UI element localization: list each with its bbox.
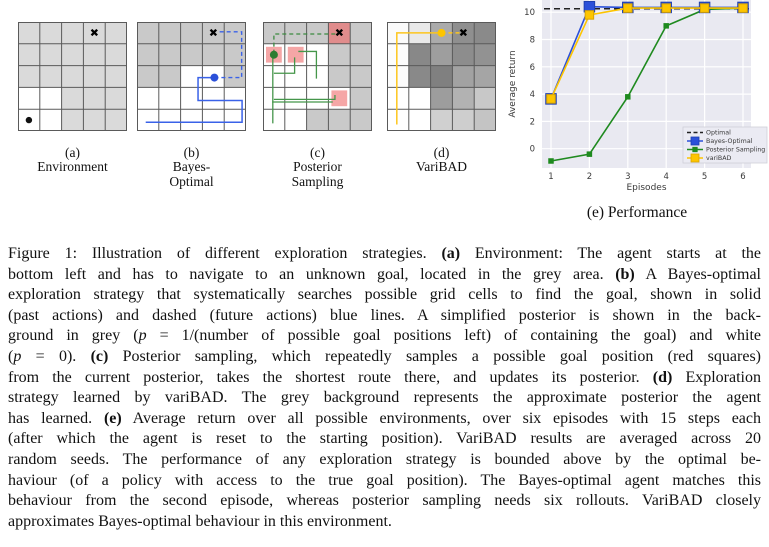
panel-tag: (d) <box>433 145 450 160</box>
grid-cells <box>263 22 372 131</box>
chart-panel-caption: (e) Performance <box>586 204 688 221</box>
caption-line: Figure 1: Illustration of different exploration strategies. (a) Environment: The agent starts at the <box>8 245 761 262</box>
performance-chart <box>505 0 769 198</box>
panel-d <box>387 0 496 175</box>
x-tick-label: 6 <box>740 172 746 182</box>
figure-caption <box>8 244 761 532</box>
caption-line: (p = 0). (c) Posterior sampling, which repeatedly samples a possible goal position (red squares) <box>8 347 761 365</box>
caption-line: exploration strategy that systematically searches possible grid cells to find the goal, shown in solid <box>8 286 761 304</box>
y-tick-label: 6 <box>529 62 535 73</box>
caption-line: (past actions) and dashed (future actions) blue lines. A simplified posterior is shown in the back- <box>8 306 761 324</box>
caption-line: approximates Bayes-optimal behaviour in this environment. <box>8 512 392 530</box>
sampled-goal-square <box>288 47 304 63</box>
panel-label-line: Bayes- <box>172 159 211 174</box>
panel-tag: (a) <box>65 145 80 160</box>
grid-c-svg <box>263 22 372 131</box>
x-axis-label: Episodes <box>626 183 667 193</box>
y-tick-label: 8 <box>529 35 535 46</box>
agent-dot <box>26 117 32 123</box>
x-tick-label: 4 <box>663 172 669 182</box>
sampled-goal-square <box>331 90 347 106</box>
x-tick-label: 1 <box>548 172 554 182</box>
panel-label-line: Posterior <box>293 159 342 174</box>
caption-line: strategy learned by variBAD. The grey background represents the approximate posterior the agent <box>8 389 761 407</box>
caption-line: random seeds. The performance of any exploration strategy is bounded above by the optimal be- <box>8 450 761 468</box>
panel-b <box>137 0 246 189</box>
panel-label-line: Environment <box>37 159 108 174</box>
goal-x-marker: ✖ <box>89 26 99 40</box>
grid-b-svg <box>137 22 246 131</box>
agent-dot <box>210 74 218 82</box>
goal-x-marker: ✖ <box>458 26 468 40</box>
legend-label: Optimal <box>706 129 731 137</box>
legend-label: Bayes-Optimal <box>706 138 753 146</box>
agent-dot <box>438 29 446 37</box>
goal-x-marker: ✖ <box>334 26 344 40</box>
x-tick-label: 2 <box>586 172 593 182</box>
x-tick-label: 3 <box>625 172 631 182</box>
caption-line: has learned. (e) Average return over all possible environments, over six episodes with 15 steps each <box>8 409 762 427</box>
panel-label-line: Optimal <box>169 173 214 189</box>
chart-legend <box>683 127 767 163</box>
legend-label: variBAD <box>706 155 732 163</box>
agent-dot <box>270 51 278 59</box>
panel-tag: (b) <box>183 145 200 160</box>
panel-label-line: Sampling <box>291 173 344 189</box>
legend-label: Posterior Sampling <box>706 146 766 154</box>
grid-cells <box>18 22 127 131</box>
y-tick-label: 10 <box>524 8 535 19</box>
caption-line: haviour (of a policy with access to the true goal position). The Bayes-optimal agent matches this <box>8 471 761 489</box>
y-axis-label: Average return <box>508 50 518 118</box>
grid-a-svg <box>18 22 127 131</box>
panel-tag: (c) <box>310 145 325 160</box>
panel-a <box>18 0 127 175</box>
grid-d-svg <box>387 22 496 131</box>
grid-cells <box>137 22 246 131</box>
panel-label-line: VariBAD <box>416 159 467 174</box>
caption-line: ground in grey (p = 1/(number of possible goal positions left) of containing the goal) and white <box>8 327 762 345</box>
y-tick-label: 4 <box>529 90 535 101</box>
caption-line: bottom left and has to navigate to an unknown goal, located in the grey area. (b) A Bayes-optimal <box>8 265 761 283</box>
caption-line: from the current posterior, takes the shortest route there, and updates its posterior. (d) Exploration <box>8 368 761 386</box>
x-tick-label: 5 <box>701 172 708 182</box>
goal-x-marker: ✖ <box>208 26 218 40</box>
y-tick-label: 0 <box>529 144 535 155</box>
caption-line: behaviour from the second episode, whereas posterior sampling needs six rollouts. VariBAD closely <box>8 492 761 510</box>
panel-c <box>263 0 372 189</box>
grid-cells <box>387 22 496 131</box>
y-tick-label: 2 <box>529 117 535 128</box>
caption-line: (after which the agent is reset to the starting position). VariBAD results are averaged across 20 <box>8 430 761 448</box>
